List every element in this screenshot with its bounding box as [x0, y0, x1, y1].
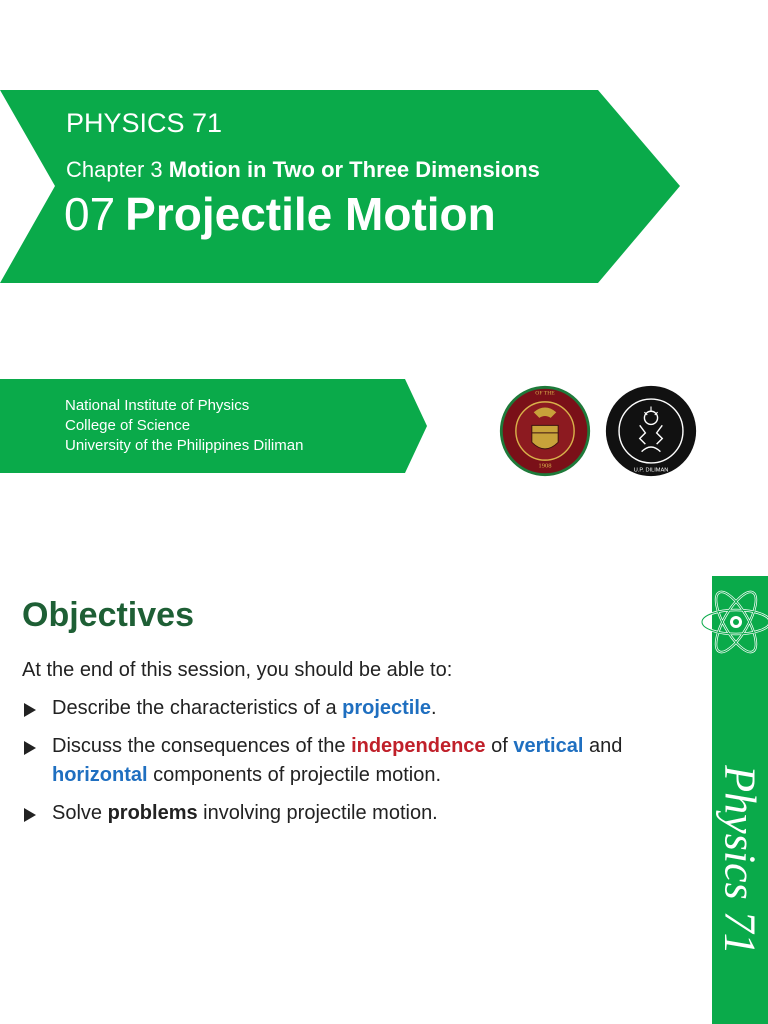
chapter-line	[66, 157, 540, 183]
objectives-intro: At the end of this session, you should be able to:	[22, 659, 453, 681]
objective-text: involving projectile motion.	[197, 802, 438, 824]
keyword-problems: problems	[107, 802, 198, 824]
list-item	[22, 694, 692, 723]
objective-text: and	[583, 735, 623, 757]
objectives-heading: Objectives	[22, 596, 194, 634]
nip-seal-logo	[604, 384, 698, 478]
title-banner	[0, 0, 768, 300]
triangle-bullet-icon	[24, 703, 36, 717]
institution-line-2: College of Science	[65, 417, 191, 434]
course-title: PHYSICS 71	[66, 108, 223, 138]
list-item	[22, 732, 692, 790]
keyword-projectile: projectile	[342, 697, 432, 719]
objective-text: Solve	[52, 802, 108, 824]
objective-text: Discuss the consequences of the	[52, 735, 352, 757]
institution-block	[65, 396, 303, 456]
keyword-independence: independence	[351, 735, 486, 757]
keyword-vertical: vertical	[513, 735, 584, 757]
svg-text:OF THE: OF THE	[535, 390, 555, 397]
objective-text: of	[485, 735, 514, 757]
keyword-horizontal: horizontal	[52, 764, 148, 786]
up-seal-logo	[498, 384, 592, 478]
svg-text:1908: 1908	[538, 462, 552, 470]
objectives-list	[22, 694, 692, 837]
objective-text: .	[431, 697, 437, 719]
objective-text: Describe the characteristics of a	[52, 697, 343, 719]
chapter-title: Motion in Two or Three Dimensions	[168, 157, 540, 182]
institution-line-1: National Institute of Physics	[65, 397, 250, 414]
lecture-line	[64, 186, 496, 242]
lecture-number: 07	[64, 188, 116, 240]
chapter-label: Chapter 3	[66, 157, 163, 182]
objective-text: components of projectile motion.	[147, 764, 442, 786]
triangle-bullet-icon	[24, 808, 36, 822]
side-label: Physics 71	[715, 765, 765, 955]
atom-icon	[698, 572, 768, 672]
triangle-bullet-icon	[24, 741, 36, 755]
list-item	[22, 799, 692, 828]
svg-text:U.P. DILIMAN: U.P. DILIMAN	[633, 467, 669, 474]
institution-line-3: University of the Philippines Diliman	[65, 437, 304, 454]
lecture-title: Projectile Motion	[125, 188, 496, 240]
